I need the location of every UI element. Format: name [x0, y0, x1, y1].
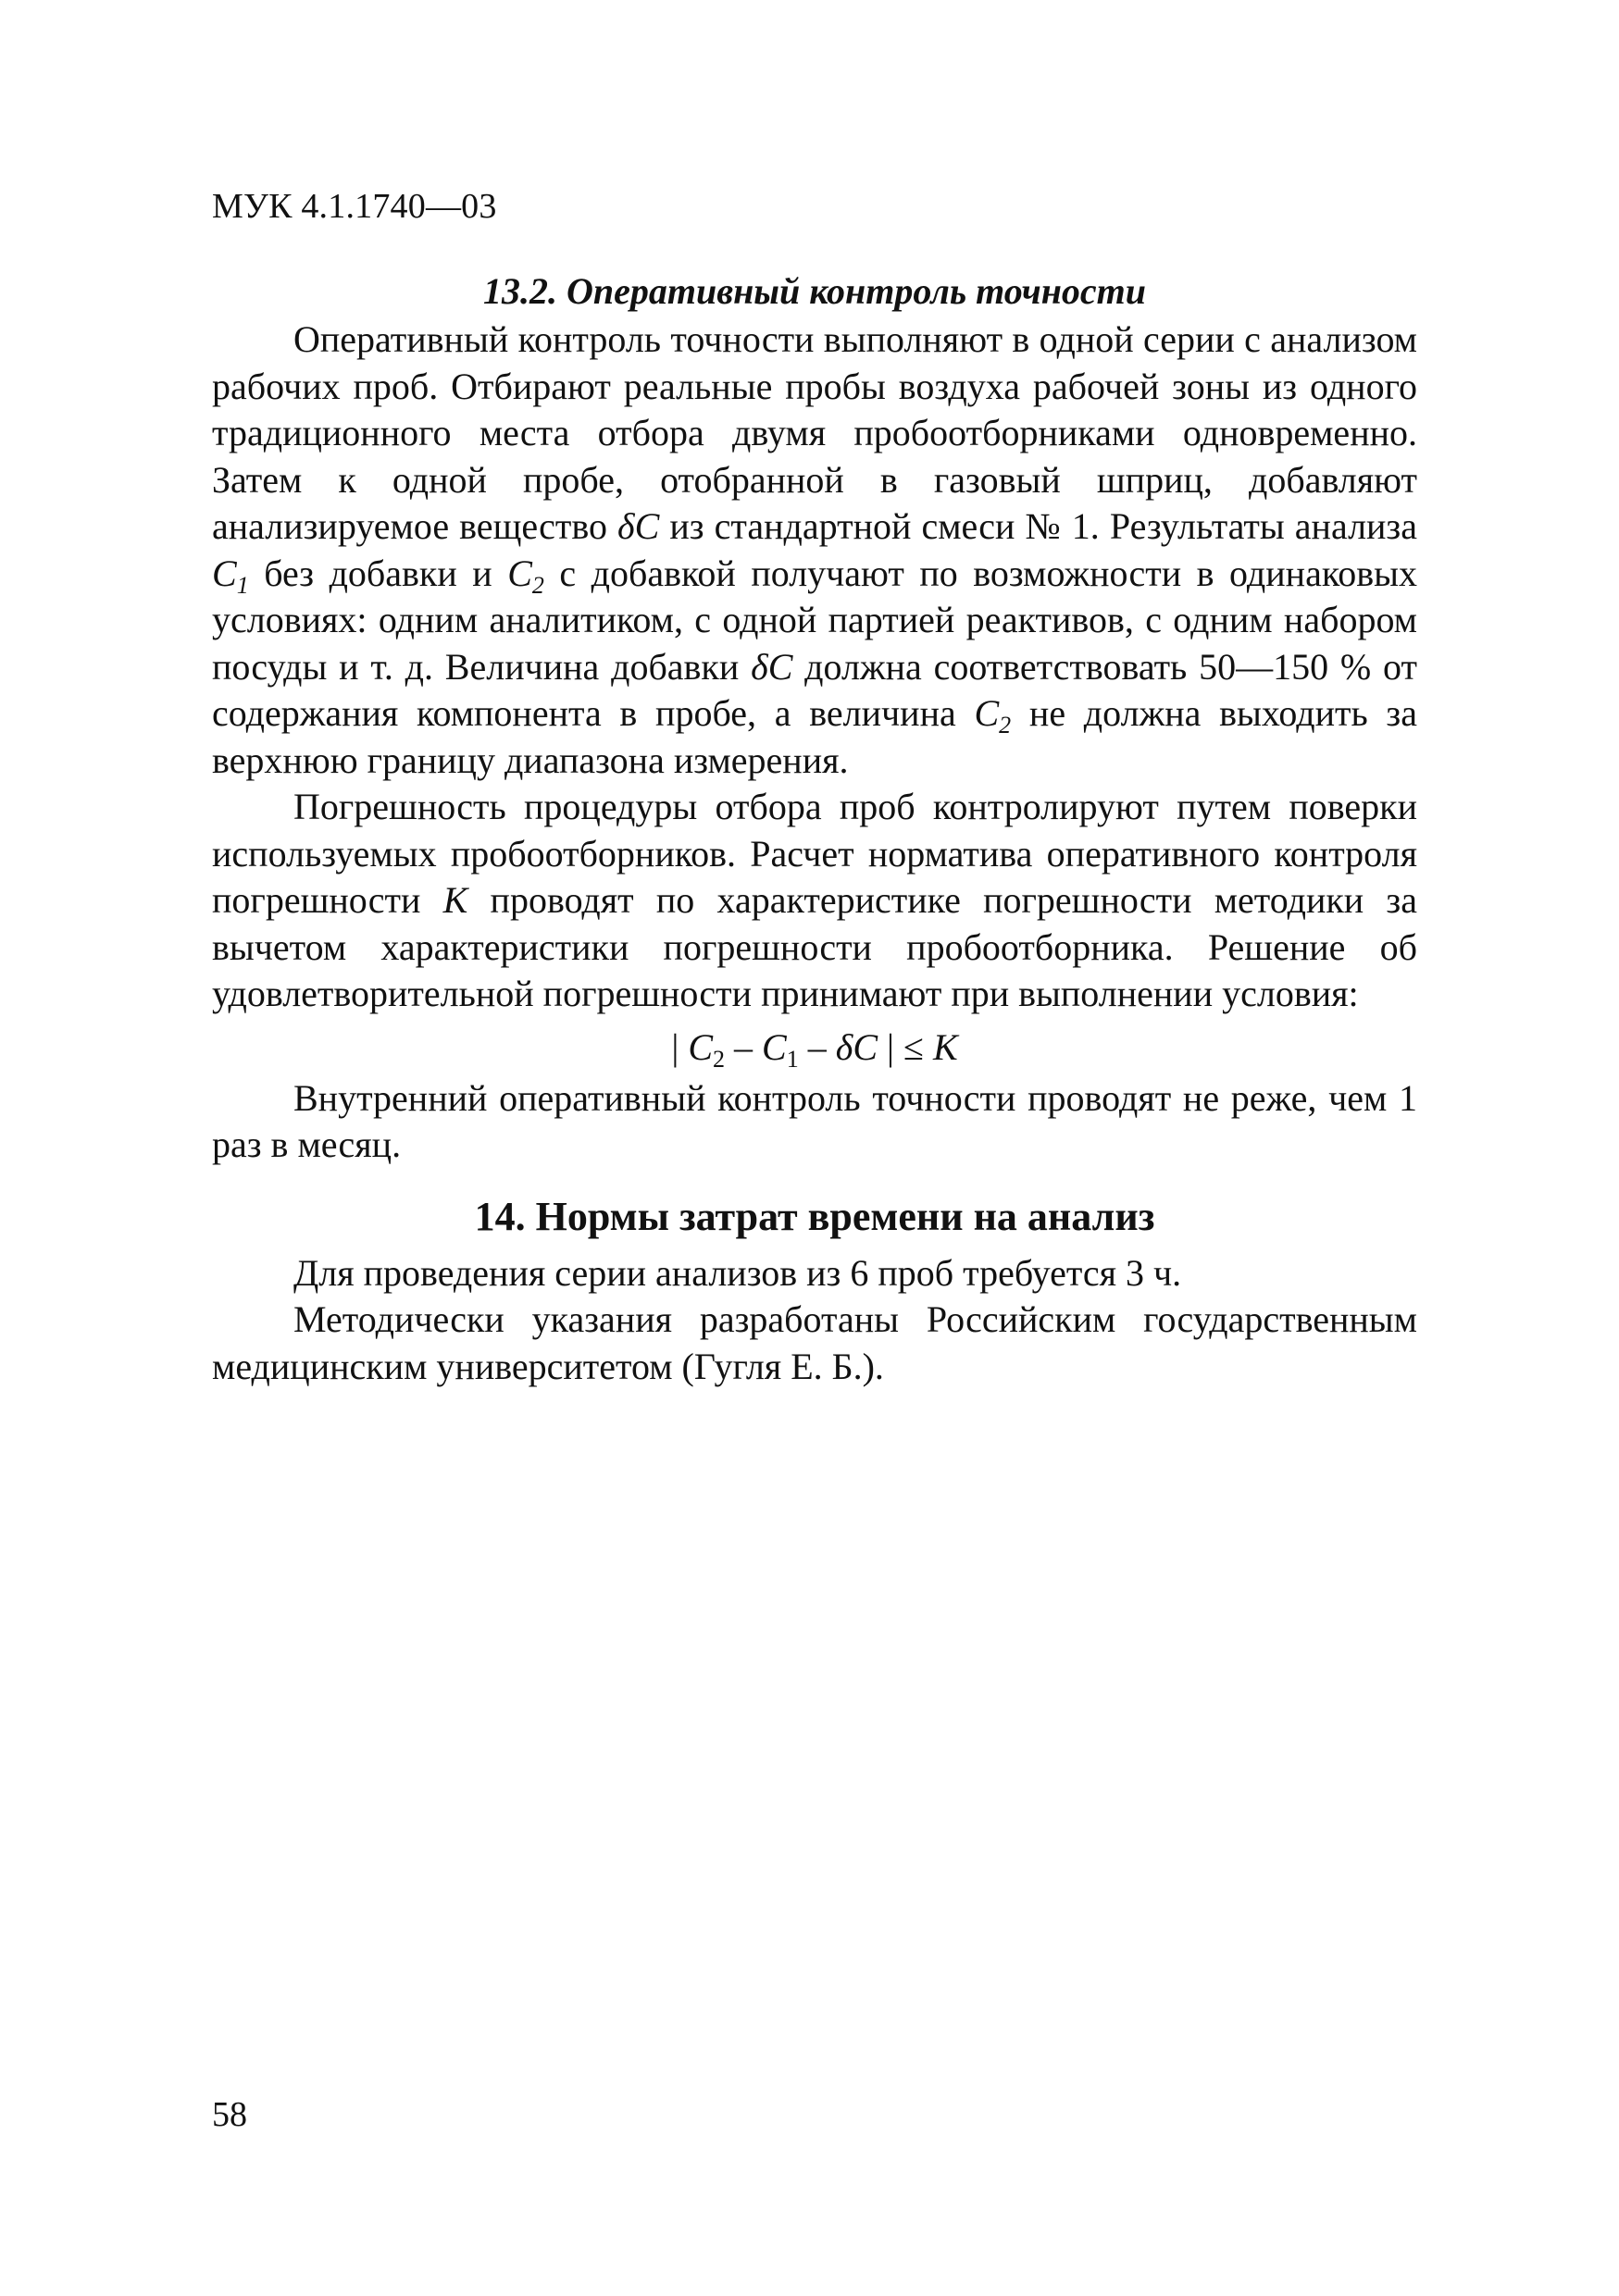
document-code-header: МУК 4.1.1740—03 — [212, 187, 497, 226]
page-content — [212, 268, 1417, 1390]
section-13-2-heading: 13.2. Оперативный контроль точности — [482, 270, 1147, 312]
section-13-2-paragraph-3: Внутренний оперативный контроль точности проводят не реже, чем 1 раз в месяц. — [212, 1076, 1417, 1165]
accuracy-condition-formula: | $C_2 - C_1$ – δC | ≤ K — [671, 1025, 958, 1073]
page-number: 58 — [212, 2095, 247, 2134]
section-13-2-paragraph-2: Погрешность процедуры отбора проб контролируют путем поверки используемых пробоотборников. Расчет норматива оперативного контроля погрешности K проводят по характеристике погрешности методики за вычетом характеристики погрешности пробоотборника. Решение об удовлетворительной погрешности принимают при выполнении условия: — [212, 786, 1417, 1014]
section-14-paragraph: Для проведения серии анализов из 6 проб требуется 3 ч. — [293, 1251, 1182, 1294]
authorship-note: Методически указания разработаны Российским государственным медицинским университетом (Гугля Е. Б.). — [212, 1298, 1417, 1387]
section-13-2-paragraph-1: Оперативный контроль точности выполняют в одной серии с анализом рабочих проб. Отбирают реальные пробы воздуха рабочей зоны из одного традиционного места отбора двумя пробоотборниками одновременно. Затем к одной пробе, отобранной в газовый шприц, добавляют анализируемое вещество δC из стандартной смеси № 1. Результаты анализа $C_1$ без добавки и $C_2$ с добавкой получают по возможности в одинаковых условиях: одним аналитиком, с одной партией реактивов, с одним набором посуды и т. д. Величина добавки δC должна соответствовать 50—150 % от содержания компонента в пробе, а величина $C_2$ не должна выходить за верхнюю границу диапазона измерения. — [212, 318, 1418, 781]
section-14-heading: 14. Нормы затрат времени на анализ — [474, 1193, 1155, 1239]
